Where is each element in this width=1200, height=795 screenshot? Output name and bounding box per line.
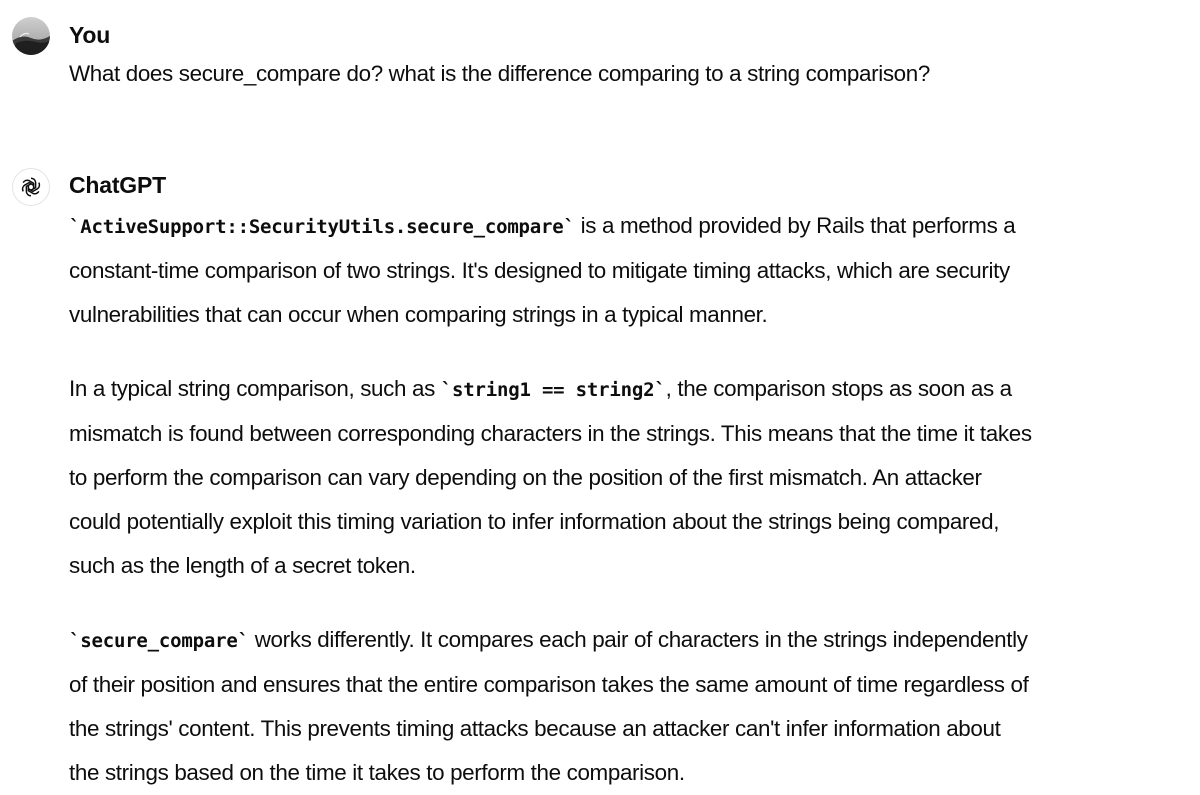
text-line: mismatch is found between corresponding characters in the strings. This means that the time it takes [69,421,1032,446]
text-line [69,204,1194,249]
paragraph-3 [69,618,1194,795]
openai-logo-icon [19,175,43,199]
text-line: constant-time comparison of two strings. It's designed to mitigate timing attacks, which are security [69,258,1010,283]
text-line: the strings' content. This prevents timing attacks because an attacker can't infer information about [69,716,1001,741]
text-line: the strings based on the time it takes to perform the comparison. [69,760,685,785]
user-message-text: What does secure_compare do? what is the difference comparing to a string comparison? [69,61,930,86]
text-line: vulnerabilities that can occur when comparing strings in a typical manner. [69,302,768,327]
line-text: , the comparison stops as soon as a [665,376,1012,401]
inline-code: `string1 == string2` [440,379,666,401]
assistant-message-content [69,204,1194,795]
text-line: to perform the comparison can vary depending on the position of the first mismatch. An attacker [69,465,982,490]
line-text: In a typical string comparison, such as [69,376,441,401]
assistant-avatar [12,168,50,206]
user-avatar[interactable] [12,17,50,55]
inline-code: `secure_compare` [69,630,249,652]
text-line: of their position and ensures that the entire comparison takes the same amount of time regardless of [69,672,1029,697]
text-line [69,618,1194,663]
user-author-name: You [69,22,111,48]
text-line: such as the length of a secret token. [69,553,416,578]
assistant-author-name: ChatGPT [69,172,166,198]
paragraph-2 [69,367,1194,588]
line-text: works differently. It compares each pair of characters in the strings independently [248,627,1028,652]
paragraph-1 [69,204,1194,337]
user-avatar-image [12,17,50,55]
inline-code: `ActiveSupport::SecurityUtils.secure_compare` [69,216,575,238]
text-line [69,367,1194,412]
line-text: is a method provided by Rails that performs a [574,213,1016,238]
text-line: could potentially exploit this timing variation to infer information about the strings being compared, [69,509,1000,534]
